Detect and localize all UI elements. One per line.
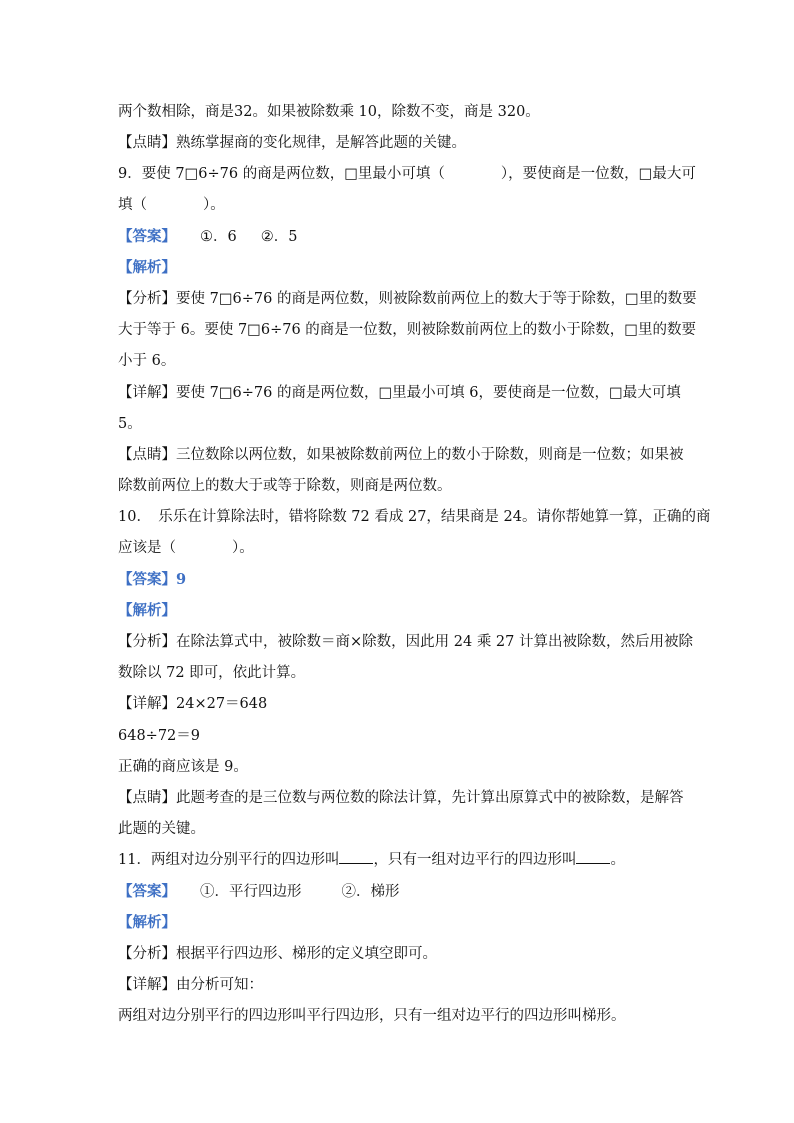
answer-tag: 【答案】 [118,228,176,245]
question-text: ，只有一组对边平行的四边形叫 [373,852,577,868]
question-10-line-2 [118,538,678,558]
question-text: ）。 [232,540,254,556]
answer-line [118,570,678,590]
text-line: 此题的关键。 [118,821,205,837]
text-line: 正确的商应该是 9。 [118,759,248,775]
question-text: 11．两组对边分别平行的四边形叫 [118,852,340,868]
analysis-tag: 【解析】 [118,914,176,931]
underline-blank [339,850,373,864]
text-line: 【详解】由分析可知： [118,977,263,993]
question-9-line [118,164,696,184]
answer-value: ①．6 [200,229,237,245]
text-line: 5。 [118,416,142,432]
text-line: 【分析】要使 7□6÷76 的商是两位数，则被除数前两位上的数大于等于除数，□里的数要 [118,291,697,307]
question-text: 。 [610,852,625,868]
question-10-line: 10． 乐乐在计算除法时，错将除数 72 看成 27，结果商是 24。请你帮她算一算，正确的商 [118,509,711,525]
analysis-tag: 【解析】 [118,259,176,276]
text-line: 两个数相除，商是32。如果被除数乘 10，除数不变，商是 320。 [118,104,540,120]
text-line: 大于等于 6。要使 7□6÷76 的商是一位数，则被除数前两位上的数小于除数，□里的数要 [118,322,697,338]
text-line: 【详解】要使 7□6÷76 的商是两位数，□里最小可填 6，要使商是一位数，□最大可填 [118,385,681,401]
text-line: 【分析】在除法算式中，被除数＝商×除数，因此用 24 乘 27 计算出被除数，然后用被除 [118,634,693,650]
text-line: 小于 6。 [118,353,176,369]
text-line: 数除以 72 即可，依此计算。 [118,665,306,681]
underline-blank [576,850,610,864]
question-text: ）。 [203,197,225,213]
text-line: 【详解】24×27＝648 [118,696,268,712]
answer-value: ②．5 [260,229,298,245]
question-text: 9．要使 7□6÷76 的商是两位数，□里最小可填（ [118,166,445,182]
text-line: 【分析】根据平行四边形、梯形的定义填空即可。 [118,946,437,962]
text-line: 两组对边分别平行的四边形叫平行四边形，只有一组对边平行的四边形叫梯形。 [118,1008,626,1024]
answer-tag: 【答案】9 [118,571,187,588]
question-text: 填（ [118,197,147,213]
question-11-line [118,850,678,870]
text-line: 【点睛】此题考查的是三位数与两位数的除法计算，先计算出原算式中的被除数，是解答 [118,790,684,806]
answer-value: ①．平行四边形 [200,884,302,900]
answer-tag: 【答案】 [118,883,176,900]
question-9-line-2 [118,195,678,215]
answer-value: ②．梯形 [341,884,400,900]
question-text: 应该是（ [118,540,176,556]
text-line: 【点睛】三位数除以两位数，如果被除数前两位上的数小于除数，则商是一位数；如果被 [118,447,684,463]
answer-line [118,882,678,902]
answer-line [118,227,678,247]
text-line: 648÷72＝9 [118,728,201,744]
question-text: ），要使商是一位数，□最大可 [500,166,696,182]
text-line: 【点睛】熟练掌握商的变化规律，是解答此题的关键。 [118,135,466,151]
analysis-tag: 【解析】 [118,602,176,619]
text-line: 除数前两位上的数大于或等于除数，则商是两位数。 [118,478,452,494]
